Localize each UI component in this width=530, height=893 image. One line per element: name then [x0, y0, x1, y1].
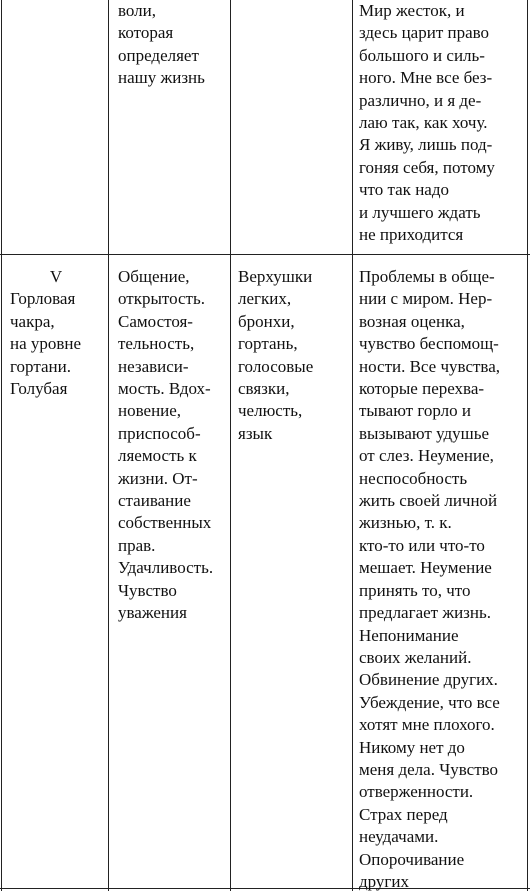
text-line: чакра,: [10, 311, 55, 331]
row-divider: [0, 254, 530, 255]
column-divider-3: [352, 0, 353, 891]
text-line: кто-то или что-то: [359, 535, 485, 555]
text-line: Никому нет до: [359, 737, 465, 757]
text-line: ляемость к: [118, 446, 197, 466]
text-line: Горловая: [10, 289, 76, 309]
text-line: здесь царит право: [359, 23, 490, 43]
table-border-right: [527, 0, 528, 891]
text-line: Опорочивание: [359, 849, 465, 869]
text-line: жить своей личной: [359, 491, 498, 511]
text-line: открытость.: [118, 289, 205, 309]
text-line: от слез. Неумение,: [359, 446, 494, 466]
row1-col4-cell: [359, 0, 495, 246]
text-line: Удачливость.: [118, 558, 214, 578]
text-line: Верхушки: [238, 267, 313, 286]
text-line: на уровне: [10, 334, 82, 354]
text-line: ного. Мне все без-: [359, 68, 493, 88]
text-line: вызывают удушье: [359, 423, 490, 443]
text-line: связки,: [238, 379, 290, 399]
text-line: Непонимание: [359, 625, 459, 645]
text-line: неспособность: [359, 468, 468, 488]
text-line: что так надо: [359, 180, 449, 200]
text-line: легких,: [238, 289, 292, 309]
row2-col2-cell: [118, 266, 213, 625]
text-line: нашу жизнь: [118, 68, 205, 88]
text-line: гоняя себя, потому: [359, 157, 495, 177]
text-line: прав.: [118, 535, 156, 555]
text-line: Обвинение других.: [359, 670, 498, 690]
row1-col2-cell: [118, 0, 205, 90]
text-line: Убеждение, что все: [359, 692, 500, 712]
text-line: принять то, что: [359, 580, 471, 600]
text-line: лаю так, как хочу.: [359, 113, 488, 133]
text-line: язык: [238, 423, 273, 443]
text-line: гортани.: [10, 356, 71, 376]
text-line: независи-: [118, 356, 189, 376]
text-line: гортань,: [238, 334, 298, 354]
text-line: тывают горло и: [359, 401, 472, 421]
text-line: своих желаний.: [359, 647, 472, 667]
text-line: не приходится: [359, 225, 464, 245]
column-divider-2: [230, 0, 231, 891]
text-line: приспособ-: [118, 423, 201, 443]
text-line: мость. Вдох-: [118, 379, 211, 399]
text-line: Общение,: [118, 267, 190, 286]
text-line: отверженности.: [359, 782, 474, 802]
text-line: мешает. Неумение: [359, 558, 492, 578]
text-line: которая: [118, 23, 174, 43]
table-border-left: [1, 0, 2, 891]
text-line: и лучшего ждать: [359, 202, 481, 222]
text-line: неудачами.: [359, 827, 439, 847]
text-line: бронхи,: [238, 311, 295, 331]
text-line: тельность,: [118, 334, 195, 354]
text-line: других: [359, 871, 409, 891]
text-line: возная оценка,: [359, 311, 465, 331]
text-line: собственных: [118, 513, 212, 533]
text-line: челюсть,: [238, 401, 303, 421]
text-line: которые перехва-: [359, 379, 485, 399]
text-line: определяет: [118, 45, 199, 65]
row2-col3-cell: [238, 266, 313, 445]
text-line: большого и силь-: [359, 45, 485, 65]
text-line: различно, и я де-: [359, 90, 482, 110]
text-line: Проблемы в обще-: [359, 267, 495, 286]
chakra-number: V: [49, 267, 63, 286]
text-line: Самостоя-: [118, 311, 193, 331]
text-line: новение,: [118, 401, 182, 421]
text-line: Мир жесток, и: [359, 1, 465, 20]
text-line: стаивание: [118, 491, 191, 511]
text-line: Я живу, лишь под-: [359, 135, 493, 155]
row2-col4-cell: [359, 266, 500, 893]
text-line: жизни. От-: [118, 468, 198, 488]
text-line: меня дела. Чувство: [359, 759, 499, 779]
text-line: Чувство: [118, 580, 177, 600]
row2-col1-cell: [10, 266, 102, 400]
text-line: нии с миром. Нер-: [359, 289, 493, 309]
text-line: чувство беспомощ-: [359, 334, 499, 354]
text-line: Голубая: [10, 379, 68, 399]
text-line: Страх перед: [359, 804, 448, 824]
text-line: голосовые: [238, 356, 314, 376]
column-divider-1: [108, 0, 109, 891]
text-line: жизнью, т. к.: [359, 513, 452, 533]
text-line: ности. Все чувства,: [359, 356, 501, 376]
text-line: уважения: [118, 603, 187, 623]
text-line: хотят мне плохого.: [359, 715, 495, 735]
text-line: предлагает жизнь.: [359, 603, 491, 623]
text-line: воли,: [118, 1, 157, 20]
